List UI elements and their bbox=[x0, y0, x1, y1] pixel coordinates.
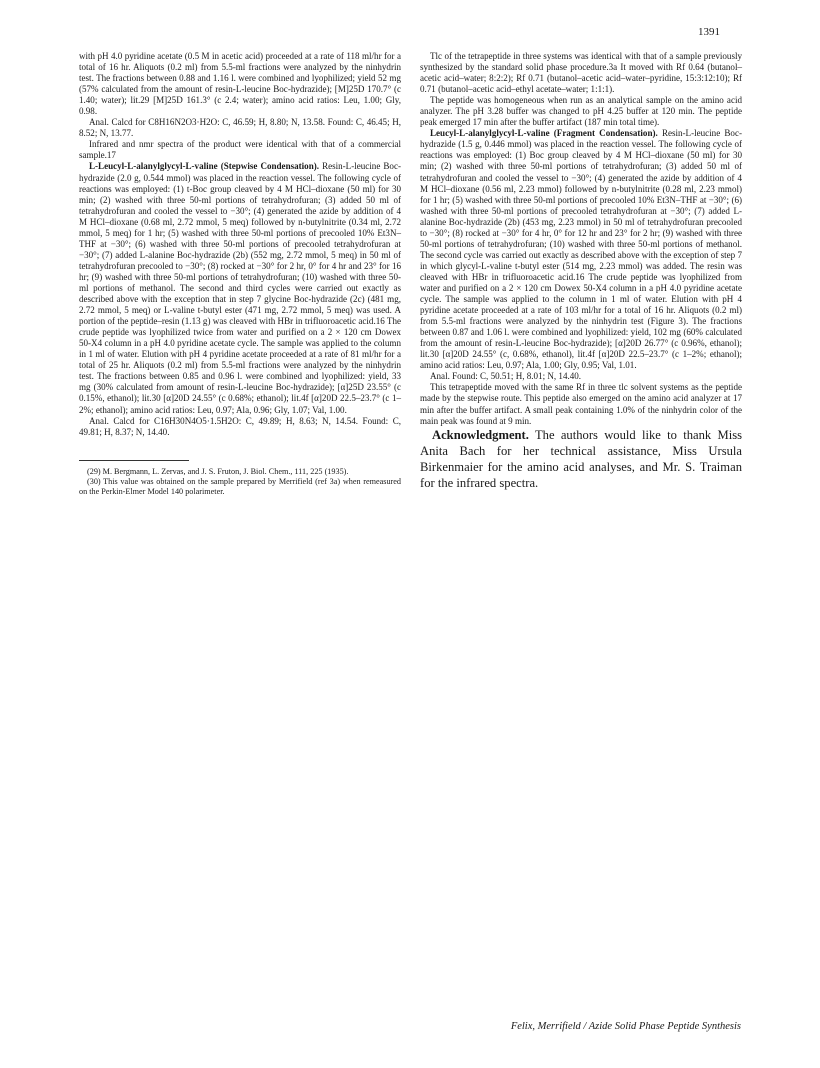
right-paragraph-3 bbox=[420, 128, 742, 371]
left-paragraph-5: Anal. Calcd for C16H30N4O5·1.5H2O: C, 49.89; H, 8.63; N, 14.54. Found: C, 49.81; H, 8.37; N, 14.40. bbox=[79, 415, 401, 437]
footnote-30: (30) This value was obtained on the sample prepared by Merrifield (ref 3a) when remeasured on the Perkin-Elmer Model 140 polarimeter. bbox=[79, 476, 401, 496]
section-heading-fragment: Leucyl-L-alanylglycyl-L-valine (Fragment Condensation). bbox=[430, 128, 658, 139]
left-paragraph-3: Infrared and nmr spectra of the product were identical with that of a commercial sample.17 bbox=[79, 139, 401, 161]
right-column bbox=[420, 51, 742, 491]
page-number: 1391 bbox=[698, 26, 720, 38]
section-body-fragment: Resin-L-leucine Boc-hydrazide (1.5 g, 0.446 mmol) was placed in the reaction vessel. The following cycle of reactions was employed: (1) Boc group cleaved by 4 M HCl–dioxane (50 ml) for 30 min; (2) washed with three 50-ml portions of tetrahydrofuran; (3) added 50 ml of tetrahydrofuran and cooled the vessel to −30°; (4) generated the azide by addition of 4 M HCl–dioxane (0.56 ml, 2.23 mmol) followed by n-butylnitrite (0.28 ml, 2.23 mmol) for 1 hr; (5) washed with three 50-ml portions of precooled 10% Et3N–THF at −30°; (6) washed with three 50-ml portions of precooled tetrahydrofuran at −30°; (7) added L-alanine Boc-hydrazide (2b) (453 mg, 2.23 mmol) in 50 ml of tetrahydrofuran precooled to −30°; (8) rocked at −30° for 4 hr, 0° for 12 hr and 23° for 2 hr; (9) washed with three 50-ml portions of tetrahydrofuran; (10) washed with three 50-ml portions of methanol. The second cycle was carried out exactly as described above with the exception of step 7 in which glycyl-L-valine t-butyl ester (514 mg, 2.23 mmol) was added. The resin was cleaved with HBr in trifluoroacetic acid.16 The crude peptide was lyophilized from water and purified on a 2 × 120 cm Dowex 50-X4 column in a pH 4.0 pyridine acetate cycle. The sample was applied to the column in 1 ml of water. Elution with pH 4 pyridine acetate proceeded at a rate of 103 ml/hr for a total of 16 hr. Aliquots (0.2 ml) from 5.5-ml fractions were analyzed by the ninhydrin test (Figure 3). The fractions between 0.87 and 1.06 l. were combined and lyophilized: yield, 102 mg (60% calculated from the amount of resin-L-leucine Boc-hydrazide); [α]20D 26.77° (c 0.96%, ethanol); lit.30 [α]20D 24.55° (c, 0.68%, ethanol), lit.4f [α]20D 22.5–23.7° (c 1–2%; ethanol); amino acid ratios: Leu, 0.97; Ala, 1.00; Gly, 0.95; Val, 1.01. bbox=[420, 128, 742, 371]
section-heading-stepwise: L-Leucyl-L-alanylglycyl-L-valine (Stepwise Condensation). bbox=[89, 161, 320, 172]
left-column bbox=[79, 51, 401, 497]
acknowledgment-heading: Acknowledgment. bbox=[432, 427, 529, 442]
left-paragraph-1: with pH 4.0 pyridine acetate (0.5 M in acetic acid) proceeded at a rate of 118 ml/hr for a total of 16 hr. Aliquots (0.2 ml) from 5.5-ml fractions were analyzed by the ninhydrin test. The fractions between 0.88 and 1.16 l. were combined and lyophilized; yield 52 mg (57% calculated from the amount of resin-L-leucine Boc-hydrazide); [M]25D 170.7° (c 1.40; water); lit.29 [M]25D 161.3° (c 2.4; water); amino acid ratios: Leu, 1.00; Gly, 0.98. bbox=[79, 51, 401, 117]
running-footer: Felix, Merrifield / Azide Solid Phase Peptide Synthesis bbox=[510, 1021, 741, 1032]
footnote-29: (29) M. Bergmann, L. Zervas, and J. S. Fruton, J. Biol. Chem., 111, 225 (1935). bbox=[87, 466, 349, 476]
left-paragraph-2: Anal. Calcd for C8H16N2O3·H2O: C, 46.59; H, 8.80; N, 13.58. Found: C, 46.45; H, 8.52; N, 13.77. bbox=[79, 117, 401, 139]
section-body-stepwise: Resin-L-leucine Boc-hydrazide (2.0 g, 0.544 mmol) was placed in the reaction vessel. The following cycle of reactions was employed: (1) t-Boc group cleaved by 4 M HCl–dioxane (50 ml) for 30 min; (2) washed with three 50-ml portions of tetrahydrofuran; (3) added 50 ml of tetrahydrofuran and cooled the vessel to −30°; (4) generated the azide by addition of 4 M HCl–dioxane (0.68 ml, 2.72 mmol, 5 meq) followed by n-butylnitrite (0.34 ml, 2.72 mmol, 5 meq) for 1 hr; (5) washed with three 50-ml portions of precooled 10% Et3N–THF at −30°; (6) washed with three 50-ml portions of precooled tetrahydrofuran at −30°; (7) added L-alanine Boc-hydrazide (2b) (552 mg, 2.72 mmol, 5 meq) in 50 ml of tetrahydrofuran precooled to −30°; (8) rocked at −30° for 2 hr, 0° for 4 hr and 23° for 16 hr; (9) washed with three 50-ml portions of tetrahydrofuran; (10) washed with three 50-ml portions of methanol. The second and third cycles were carried out exactly as described above with the exception that in step 7 glycine Boc-hydrazide (2c) (481 mg, 2.72 mmol, 5 meq) or L-valine t-butyl ester (471 mg, 2.72 mmol, 5 meq) was used. A portion of the peptide–resin (1.13 g) was cleaved with HBr in trifluoroacetic acid.16 The crude peptide was lyophilized twice from water and purified on a 2 × 120 cm Dowex 50-X4 column in a pH 4.0 pyridine acetate cycle. The sample was applied to the column in 1 ml of water. Elution with pH 4 pyridine acetate proceeded at a rate of 81 ml/hr for a total of 25 hr. Aliquots (0.2 ml) from 5.5-ml fractions were analyzed by the ninhydrin test. The fractions between 0.85 and 0.96 l. were combined and lyophilized: yield, 33 mg (30% calculated from amount of resin-L-leucine Boc-hydrazide); [α]25D 23.55° (c 0.15%, ethanol); lit.30 [α]20D 24.55° (c 0.68%; ethanol); lit.4f [α]20D 22.5–23.7° (c 1–2%; ethanol); amino acid ratios: Leu, 0.97; Ala, 0.96; Gly, 1.07; Val, 1.00. bbox=[79, 161, 401, 415]
right-paragraph-2: The peptide was homogeneous when run as an analytical sample on the amino acid analyzer. The pH 3.28 buffer was changed to pH 4.25 buffer at 120 min. The peptide peak emerged 17 min after the buffer artifact (187 min total time). bbox=[420, 95, 742, 128]
acknowledgment bbox=[420, 427, 742, 492]
right-paragraph-4: Anal. Found: C, 50.51; H, 8.01; N, 14.40. bbox=[430, 371, 582, 382]
right-paragraph-1: Tlc of the tetrapeptide in three systems was identical with that of a sample previously synthesized by the standard solid phase procedure.3a It moved with Rf 0.64 (butanol–acetic acid–water; 8:2:2); Rf 0.71 (butanol–acetic acid–water–pyridine, 15:3:12:10); Rf 0.71 (butanol–acetic acid–ethyl acetate–water; 1:1:1). bbox=[420, 51, 742, 95]
footnotes bbox=[79, 467, 401, 497]
right-paragraph-5: This tetrapeptide moved with the same Rf in three tlc solvent systems as the peptide made by the stepwise route. This peptide also emerged on the amino acid analyzer at 17 min after the buffer artifact. A small peak containing 1.0% of the ninhydrin color of the main peak was found at 9 min. bbox=[420, 382, 742, 426]
acknowledgment-body: The authors would like to thank Miss Anita Bach for her technical assistance, Miss Ursula Birkenmaier for the amino acid analyses, and Mr. S. Traiman for the infrared spectra. bbox=[420, 427, 742, 491]
left-paragraph-4 bbox=[79, 161, 401, 415]
footnote-divider bbox=[79, 460, 189, 461]
